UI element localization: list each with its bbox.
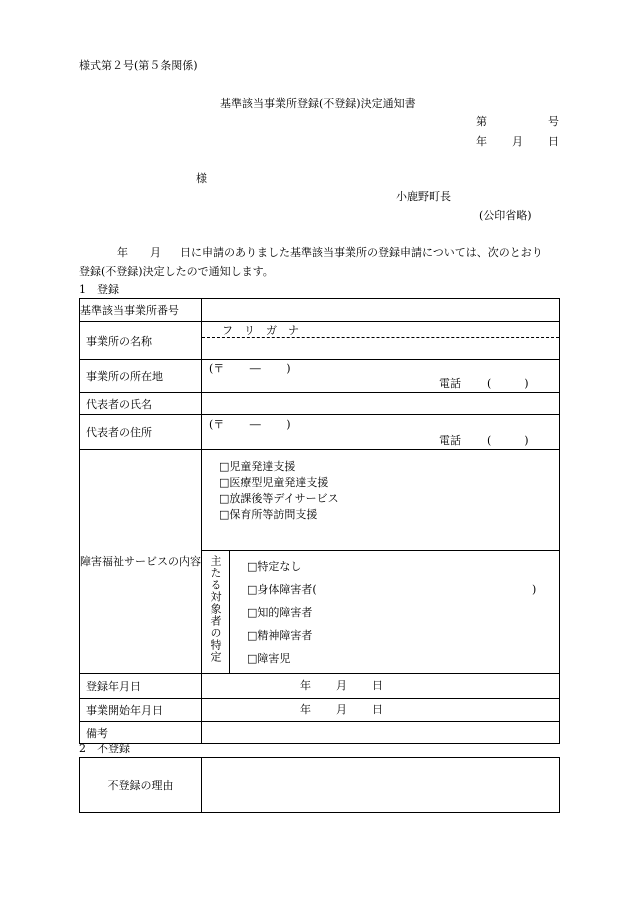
office-phone-label: 電話: [439, 377, 461, 390]
office-name-field[interactable]: [202, 322, 560, 360]
service-list: [202, 450, 560, 551]
no-register-table: [79, 757, 560, 813]
target-physical[interactable]: □身体障害者(: [247, 583, 317, 596]
section-register: 1 登録: [79, 283, 119, 296]
body-line2: 登録(不登録)決定したので通知します。: [79, 265, 274, 278]
rep-phone-paren: ( ): [487, 434, 529, 447]
service-content-label: 障害福祉サービスの内容: [80, 450, 202, 674]
reg-date-month: 月: [336, 679, 347, 692]
no-register-reason-field[interactable]: [202, 758, 560, 813]
reg-date-field[interactable]: [202, 674, 560, 699]
date-year: 年: [476, 135, 487, 148]
target-physical-close: ): [532, 583, 537, 596]
furigana-label: フ リ ガ ナ: [222, 324, 299, 337]
body-year: 年: [117, 246, 128, 259]
form-number: 様式第２号(第５条関係): [79, 59, 198, 72]
seal-note: (公印省略): [479, 209, 532, 222]
start-date-label: 事業開始年月日: [80, 699, 202, 722]
office-postal: (〒 ― ): [209, 362, 291, 375]
start-date-field[interactable]: [202, 699, 560, 722]
rep-name-field[interactable]: [202, 393, 560, 415]
document-title: 基準該当事業所登録(不登録)決定通知書: [220, 97, 416, 110]
date-day: 日: [548, 135, 559, 148]
reg-date-day: 日: [372, 679, 383, 692]
service-after-school[interactable]: □放課後等デイサービス: [219, 492, 339, 505]
start-date-day: 日: [372, 703, 383, 716]
office-name-text: 事業所の名称: [86, 334, 152, 348]
date-month: 月: [512, 135, 523, 148]
start-date-month: 月: [336, 703, 347, 716]
service-nursery-visit[interactable]: □保育所等訪問支援: [219, 508, 318, 521]
rep-address-label: 代表者の住所: [80, 415, 202, 450]
addressee-suffix: 様: [196, 172, 207, 185]
rep-phone-label: 電話: [439, 434, 461, 447]
doc-no-prefix: 第: [476, 115, 487, 128]
office-name-label: [80, 322, 202, 360]
rep-address-field[interactable]: [202, 415, 560, 450]
target-mental[interactable]: □精神障害者: [247, 629, 313, 642]
no-register-reason-label: 不登録の理由: [80, 758, 202, 813]
reg-date-label: 登録年月日: [80, 674, 202, 699]
body-line1-rest: 日に申請のありました基準該当事業所の登録申請については、次のとおり: [180, 246, 543, 259]
office-address-label: 事業所の所在地: [80, 360, 202, 393]
office-number-label: 基準該当事業所番号: [80, 299, 202, 322]
service-medical-child-dev[interactable]: □医療型児童発達支援: [219, 476, 329, 489]
target-list: [230, 551, 560, 674]
office-phone-paren: ( ): [487, 377, 529, 390]
remarks-label: 備考: [80, 722, 202, 744]
service-child-dev[interactable]: □児童発達支援: [219, 460, 296, 473]
target-label-cell: [202, 551, 230, 674]
rep-name-label: 代表者の氏名: [80, 393, 202, 415]
registration-table: [79, 298, 560, 744]
target-label: 主たる対象者の特定: [209, 555, 222, 663]
target-child[interactable]: □障害児: [247, 652, 291, 665]
start-date-year: 年: [300, 703, 311, 716]
target-none[interactable]: □特定なし: [247, 560, 302, 573]
furigana-divider: [202, 337, 559, 338]
rep-postal: (〒 ― ): [209, 418, 291, 431]
doc-no-suffix: 号: [548, 115, 559, 128]
office-number-field[interactable]: [202, 299, 560, 322]
issuer: 小鹿野町長: [396, 190, 451, 203]
office-address-field[interactable]: [202, 360, 560, 393]
target-intellectual[interactable]: □知的障害者: [247, 606, 313, 619]
reg-date-year: 年: [300, 679, 311, 692]
section-no-register: 2 不登録: [79, 742, 130, 755]
body-month: 月: [150, 246, 161, 259]
remarks-field[interactable]: [202, 722, 560, 744]
